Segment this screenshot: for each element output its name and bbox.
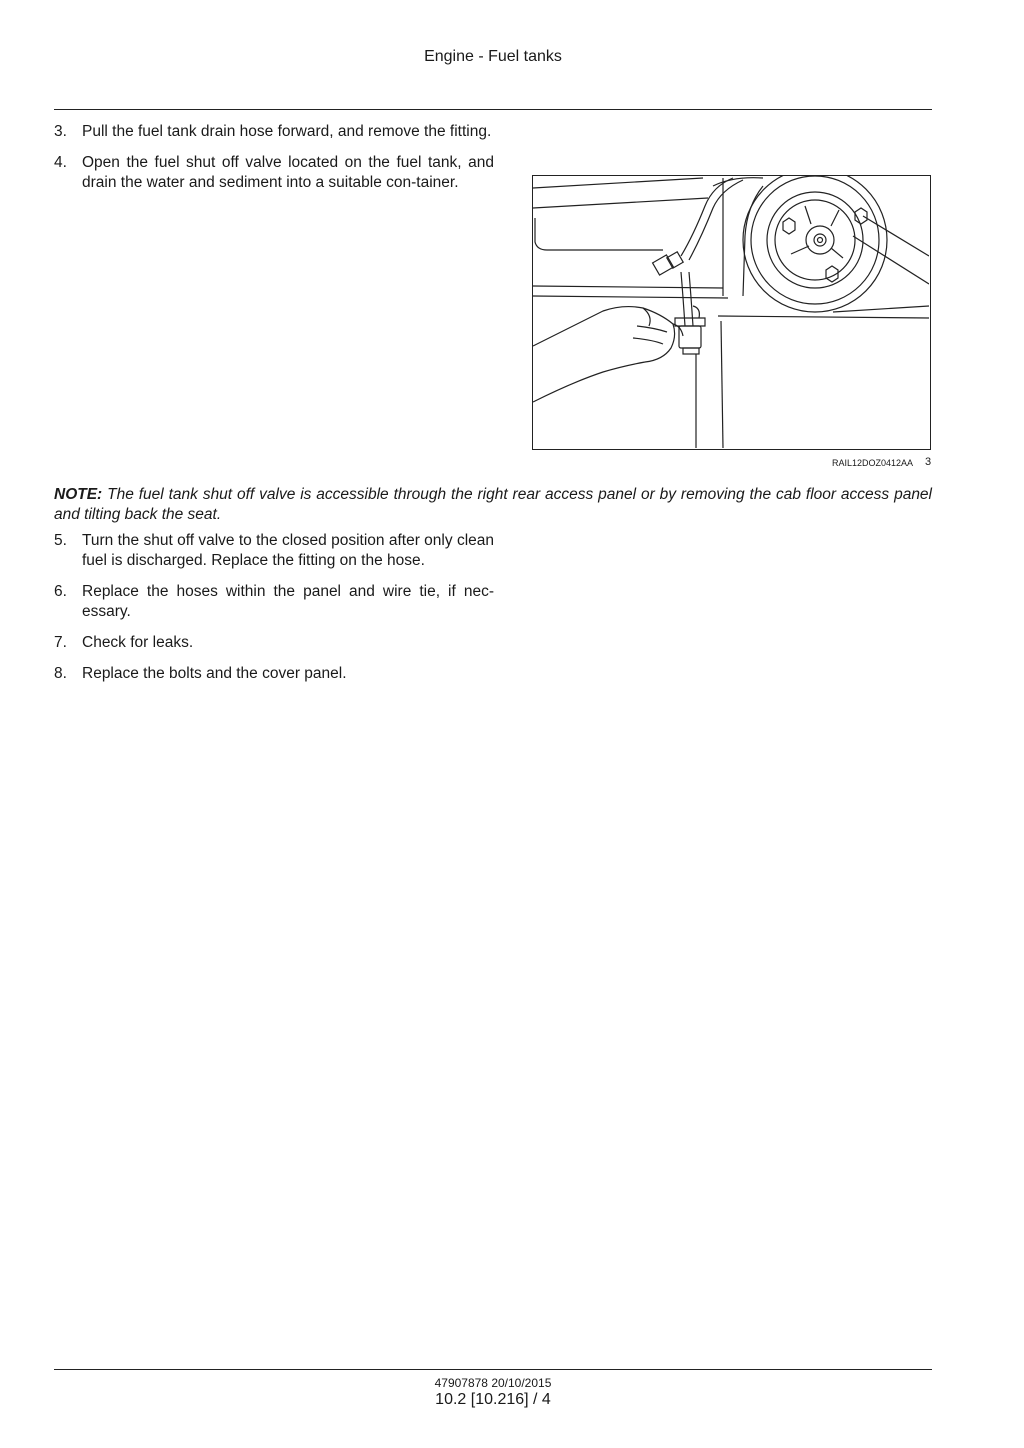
note-text: The fuel tank shut off valve is accessible through the right rear access panel or by removing the cab floor access panel and tilting back the seat.: [54, 486, 932, 523]
figure-code: RAIL12DOZ0412AA: [832, 458, 914, 468]
step-text: Turn the shut off valve to the closed position after only clean fuel is discharged. Replace the fitting on the hose.: [82, 532, 494, 569]
step-number: 3.: [54, 123, 67, 140]
note-label: NOTE:: [54, 486, 103, 503]
step-item: [54, 122, 494, 142]
step-item: [54, 153, 494, 193]
step-list-first: [54, 122, 494, 204]
footer-rule: [54, 1369, 932, 1370]
footer-page-number: 10.2 [10.216] / 4: [435, 1391, 551, 1408]
step-text: Replace the hoses within the panel and wire tie, if nec-essary.: [82, 583, 494, 620]
note-paragraph: [54, 485, 932, 525]
fuel-tank-drain-illustration: [532, 175, 931, 450]
step-item: [54, 531, 494, 571]
step-number: 8.: [54, 665, 67, 682]
figure-number: 3: [925, 456, 932, 468]
step-text: Check for leaks.: [82, 634, 194, 651]
step-item: [54, 582, 494, 622]
footer-document-code: 47907878 20/10/2015: [434, 1376, 552, 1390]
step-item: [54, 633, 494, 653]
step-number: 4.: [54, 154, 67, 171]
step-text: Open the fuel shut off valve located on the fuel tank, and drain the water and sediment into a suitable con-tainer.: [82, 154, 494, 191]
step-list-second: [54, 531, 494, 695]
step-item: [54, 664, 494, 684]
step-number: 6.: [54, 583, 67, 600]
step-number: 5.: [54, 532, 67, 549]
step-text: Pull the fuel tank drain hose forward, and remove the fitting.: [82, 123, 492, 140]
illustration-drawing: [533, 176, 929, 448]
step-number: 7.: [54, 634, 67, 651]
header-rule: [54, 109, 932, 110]
step-text: Replace the bolts and the cover panel.: [82, 665, 347, 682]
page-header-title: Engine - Fuel tanks: [424, 48, 562, 65]
